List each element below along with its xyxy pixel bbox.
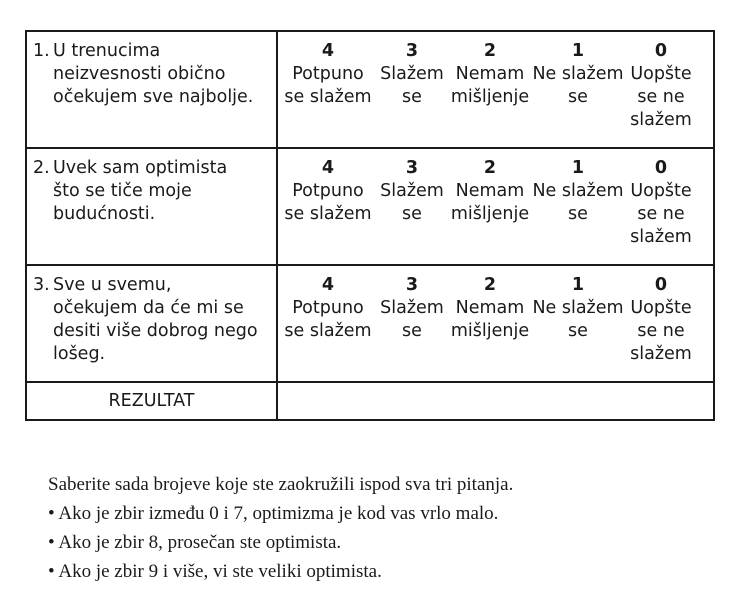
instructions-intro: Saberite sada brojeve koje ste zaokružili ispod sva tri pitanja.	[48, 474, 514, 495]
answer-option[interactable]	[530, 157, 626, 249]
option-value: 4	[321, 275, 335, 295]
answer-options-cell	[277, 265, 714, 382]
option-label: Slažem se	[380, 181, 444, 224]
answer-option[interactable]	[374, 157, 450, 249]
answer-option[interactable]	[530, 274, 626, 366]
option-label: Uopšte se ne slažem	[630, 298, 692, 364]
question-row-1	[26, 31, 714, 148]
option-value: 3	[405, 275, 419, 295]
answer-options-cell	[277, 31, 714, 148]
option-value: 1	[571, 41, 585, 61]
option-value: 0	[654, 275, 668, 295]
option-label: Nemam mišljenje	[450, 64, 530, 107]
answer-option[interactable]	[530, 40, 626, 132]
question-row-2	[26, 148, 714, 265]
question-text: Sve u svemu, očekujem da će mi se desiti više dobrog nego lošeg.	[53, 275, 258, 364]
option-label: Potpuno se slažem	[284, 64, 372, 107]
option-label: Ne slažem se	[532, 181, 624, 224]
scoring-instructions	[48, 470, 728, 586]
answer-option[interactable]	[450, 157, 530, 249]
answer-option[interactable]	[374, 274, 450, 366]
option-value: 0	[654, 41, 668, 61]
answer-option[interactable]	[626, 157, 696, 249]
option-label: Potpuno se slažem	[284, 181, 372, 224]
option-label: Ne slažem se	[532, 298, 624, 341]
option-value: 0	[654, 158, 668, 178]
question-cell	[26, 148, 277, 265]
option-label: Nemam mišljenje	[450, 181, 530, 224]
option-label: Uopšte se ne slažem	[630, 181, 692, 247]
option-value: 1	[571, 275, 585, 295]
instructions-bullet: • Ako je zbir 8, prosečan ste optimista.	[48, 532, 342, 553]
answer-option[interactable]	[282, 40, 374, 132]
instructions-bullet: • Ako je zbir 9 i više, vi ste veliki optimista.	[48, 561, 382, 582]
result-label: REZULTAT	[26, 382, 277, 420]
question-number: 1.	[33, 41, 50, 61]
option-label: Nemam mišljenje	[450, 298, 530, 341]
question-row-3	[26, 265, 714, 382]
answer-option[interactable]	[626, 40, 696, 132]
option-value: 3	[405, 41, 419, 61]
option-label: Potpuno se slažem	[284, 298, 372, 341]
answer-options-cell	[277, 148, 714, 265]
option-label: Uopšte se ne slažem	[630, 64, 692, 130]
option-value: 2	[483, 158, 497, 178]
question-number: 2.	[33, 158, 50, 178]
answer-option[interactable]	[374, 40, 450, 132]
option-value: 2	[483, 275, 497, 295]
option-value: 4	[321, 158, 335, 178]
option-value: 4	[321, 41, 335, 61]
option-value: 1	[571, 158, 585, 178]
answer-option[interactable]	[450, 40, 530, 132]
option-value: 2	[483, 41, 497, 61]
question-cell	[26, 31, 277, 148]
option-label: Slažem se	[380, 64, 444, 107]
result-value-cell[interactable]	[277, 382, 714, 420]
question-text: U trenucima neizvesnosti obično očekujem sve najbolje.	[53, 41, 254, 107]
option-label: Slažem se	[380, 298, 444, 341]
instructions-bullet: • Ako je zbir između 0 i 7, optimizma je kod vas vrlo malo.	[48, 503, 499, 524]
optimism-questionnaire-table	[25, 30, 715, 421]
result-row	[26, 382, 714, 420]
answer-option[interactable]	[282, 157, 374, 249]
question-cell	[26, 265, 277, 382]
answer-option[interactable]	[626, 274, 696, 366]
option-label: Ne slažem se	[532, 64, 624, 107]
answer-option[interactable]	[450, 274, 530, 366]
question-text: Uvek sam optimista što se tiče moje budućnosti.	[53, 158, 228, 224]
option-value: 3	[405, 158, 419, 178]
question-number: 3.	[33, 275, 50, 295]
answer-option[interactable]	[282, 274, 374, 366]
